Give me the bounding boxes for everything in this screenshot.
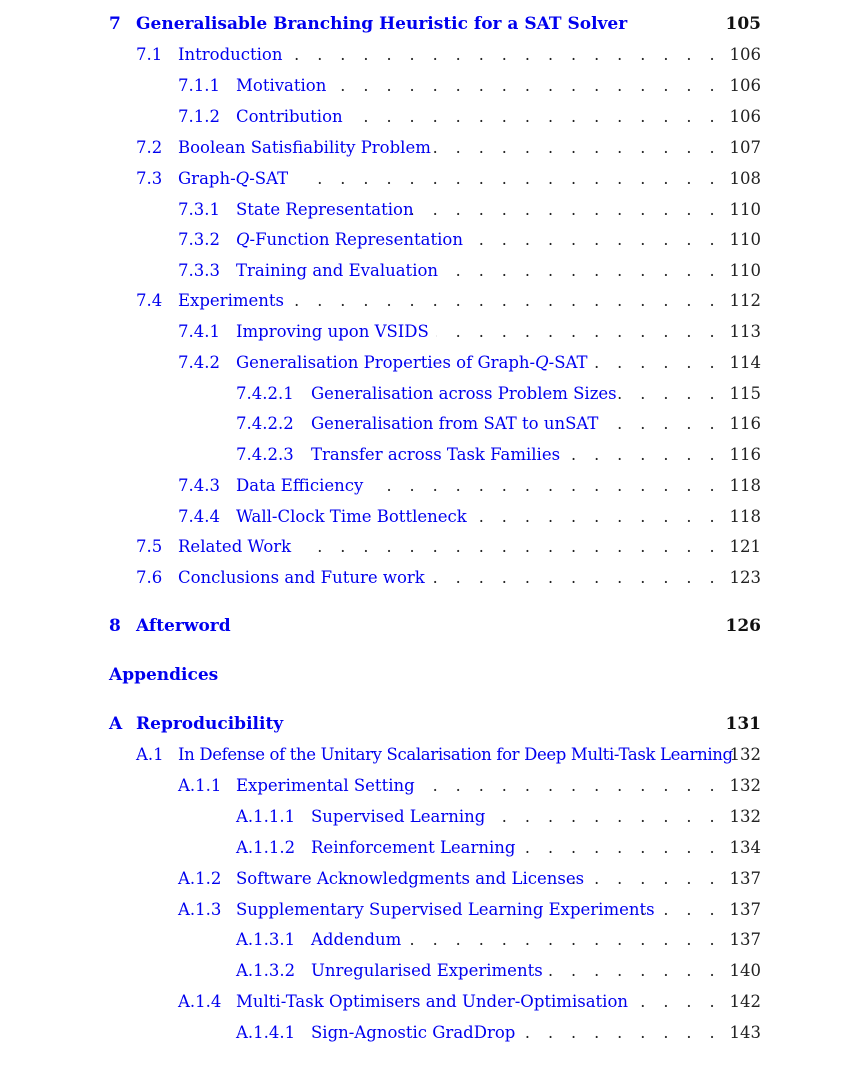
toc-page[interactable]: 105 xyxy=(725,14,761,34)
toc-subsection-7-3-3[interactable] xyxy=(0,261,841,285)
toc-leader xyxy=(430,138,721,160)
toc-leader xyxy=(512,1023,721,1045)
toc-title[interactable]: Wall-Clock Time Bottleneck xyxy=(236,507,467,526)
toc-leader xyxy=(590,353,721,375)
toc-number: 7.3.3 xyxy=(178,261,220,280)
toc-title-part: -SAT xyxy=(249,169,289,188)
toc-number: 7.4.4 xyxy=(178,507,220,526)
toc-subsubsection-a-1-1-2[interactable] xyxy=(0,838,841,862)
toc-leader xyxy=(298,537,721,559)
toc-title[interactable] xyxy=(236,353,588,372)
toc-leader xyxy=(440,261,721,283)
toc-page[interactable]: 137 xyxy=(729,900,761,919)
toc-number: 7.4.1 xyxy=(178,322,220,341)
toc-section-7-3[interactable] xyxy=(0,169,841,193)
toc-leader xyxy=(512,838,721,860)
toc-title[interactable]: State Representation xyxy=(236,200,414,219)
toc-number: 7.1 xyxy=(136,45,163,64)
toc-number: 8 xyxy=(109,616,121,636)
toc-leader xyxy=(642,900,721,922)
toc-subsubsection-a-1-4-1[interactable] xyxy=(0,1023,841,1047)
toc-subsubsection-a-1-3-2[interactable] xyxy=(0,961,841,985)
toc-page[interactable]: 137 xyxy=(729,869,761,888)
toc-section-a-1[interactable] xyxy=(0,745,841,769)
toc-number: 7.5 xyxy=(136,537,163,556)
toc-leader xyxy=(412,200,721,222)
toc-page[interactable]: 110 xyxy=(729,230,761,249)
toc-leader xyxy=(470,507,721,529)
toc-number: A.1.1.1 xyxy=(236,807,296,826)
toc-number: 7.1.2 xyxy=(178,107,220,126)
toc-page[interactable]: 106 xyxy=(729,45,761,64)
toc-number: 7.3.1 xyxy=(178,200,220,219)
toc-subsection-a-1-3[interactable] xyxy=(0,900,841,924)
toc-title-part: -Function Representation xyxy=(249,230,463,249)
toc-title[interactable]: Generalisation from SAT to unSAT xyxy=(311,414,599,433)
toc-page[interactable]: 143 xyxy=(729,1023,761,1042)
toc-subsubsection-7-4-2-3[interactable] xyxy=(0,445,841,469)
toc-page[interactable]: 106 xyxy=(729,76,761,95)
toc-page[interactable]: 118 xyxy=(729,507,761,526)
toc-title[interactable]: Contribution xyxy=(236,107,343,126)
toc-section-7-4[interactable] xyxy=(0,291,841,315)
toc-subsubsection-7-4-2-1[interactable] xyxy=(0,384,841,408)
toc-leader xyxy=(288,291,721,313)
toc-page[interactable]: 132 xyxy=(729,745,761,764)
toc-leader xyxy=(462,230,721,252)
toc-subsection-7-4-4[interactable] xyxy=(0,507,841,531)
toc-title[interactable]: Motivation xyxy=(236,76,327,95)
toc-page[interactable]: 106 xyxy=(729,107,761,126)
toc-page[interactable]: 115 xyxy=(729,384,761,403)
toc-subsection-7-1-1[interactable] xyxy=(0,76,841,100)
toc-page[interactable]: 112 xyxy=(729,291,761,310)
toc-number: A.1 xyxy=(136,745,164,764)
toc-leader xyxy=(300,169,721,191)
toc-number: 7.4.2.1 xyxy=(236,384,294,403)
toc-page[interactable]: 134 xyxy=(729,838,761,857)
toc-section-7-2[interactable] xyxy=(0,138,841,162)
toc-number: 7.2 xyxy=(136,138,163,157)
toc-number: A xyxy=(109,714,123,734)
toc-number: 7.4.3 xyxy=(178,476,220,495)
toc-title[interactable]: Generalisation across Problem Sizes xyxy=(311,384,617,403)
toc-page[interactable]: 110 xyxy=(729,200,761,219)
toc-number: 7.4.2.2 xyxy=(236,414,294,433)
toc-title[interactable]: Conclusions and Future work xyxy=(178,568,425,587)
toc-title[interactable]: Experimental Setting xyxy=(236,776,415,795)
toc-number: 7.4.2.3 xyxy=(236,445,294,464)
toc-page[interactable]: 123 xyxy=(729,568,761,587)
toc-title[interactable]: Transfer across Task Families xyxy=(311,445,561,464)
toc-section-7-5[interactable] xyxy=(0,537,841,561)
toc-title[interactable]: Supplementary Supervised Learning Experiments xyxy=(236,900,655,919)
toc-number: A.1.4.1 xyxy=(236,1023,296,1042)
toc-leader xyxy=(570,869,721,891)
toc-number: 7.1.1 xyxy=(178,76,220,95)
toc-page[interactable]: 116 xyxy=(729,445,761,464)
toc-subsection-7-4-2[interactable] xyxy=(0,353,841,377)
toc-number: 7.6 xyxy=(136,568,163,587)
toc-page[interactable]: 132 xyxy=(729,807,761,826)
toc-number: A.1.4 xyxy=(178,992,222,1011)
toc-chapter-8[interactable] xyxy=(0,616,841,640)
toc-leader xyxy=(416,776,721,798)
toc-subsubsection-a-1-1-1[interactable] xyxy=(0,807,841,831)
toc-leader xyxy=(538,961,721,983)
toc-title[interactable]: Improving upon VSIDS xyxy=(236,322,429,341)
toc-title[interactable]: In Defense of the Unitary Scalarisation for Deep Multi-Task Learning xyxy=(178,745,733,764)
toc-page[interactable]: 132 xyxy=(729,776,761,795)
toc-title-part: Graph- xyxy=(178,169,236,188)
toc-subsection-a-1-1[interactable] xyxy=(0,776,841,800)
toc-leader xyxy=(484,807,721,829)
toc-page[interactable]: 107 xyxy=(729,138,761,157)
toc-number: 7.4.2 xyxy=(178,353,220,372)
toc-leader xyxy=(332,76,721,98)
toc-title[interactable] xyxy=(236,230,463,249)
toc-page[interactable]: 116 xyxy=(729,414,761,433)
toc-title[interactable]: Introduction xyxy=(178,45,283,64)
toc-number: A.1.1 xyxy=(178,776,222,795)
toc-chapter-7[interactable] xyxy=(0,14,841,38)
toc-title[interactable]: Related Work xyxy=(178,537,292,556)
toc-title[interactable]: Sign-Agnostic GradDrop xyxy=(311,1023,516,1042)
toc-leader xyxy=(628,992,721,1014)
toc-title-part: Generalisation Properties of Graph- xyxy=(236,353,536,372)
toc-subsection-7-3-2[interactable] xyxy=(0,230,841,254)
toc-page[interactable]: 108 xyxy=(729,169,761,188)
toc-leader xyxy=(408,930,721,952)
toc-title[interactable]: Generalisable Branching Heuristic for a SAT Solver xyxy=(136,14,628,34)
toc-number: 7 xyxy=(109,14,121,34)
toc-page[interactable]: 126 xyxy=(725,616,761,636)
toc-leader xyxy=(556,445,721,467)
toc-number: 7.4 xyxy=(136,291,163,310)
toc-number: A.1.2 xyxy=(178,869,222,888)
toc-title-part: -SAT xyxy=(548,353,588,372)
toc-section-7-6[interactable] xyxy=(0,568,841,592)
toc-leader xyxy=(368,476,721,498)
toc-subsection-a-1-4[interactable] xyxy=(0,992,841,1016)
toc-title[interactable]: Supervised Learning xyxy=(311,807,486,826)
toc-page[interactable]: 140 xyxy=(729,961,761,980)
toc-title[interactable]: Boolean Satisfiability Problem xyxy=(178,138,431,157)
toc-page[interactable]: 110 xyxy=(729,261,761,280)
toc-title[interactable]: Reinforcement Learning xyxy=(311,838,516,857)
toc-leader xyxy=(600,414,721,436)
toc-leader xyxy=(420,568,721,590)
toc-subsection-7-4-1[interactable] xyxy=(0,322,841,346)
toc-title[interactable]: Software Acknowledgments and Licenses xyxy=(236,869,585,888)
toc-subsection-a-1-2[interactable] xyxy=(0,869,841,893)
toc-number: 7.3 xyxy=(136,169,163,188)
toc-title[interactable]: Training and Evaluation xyxy=(236,261,439,280)
toc-leader xyxy=(290,45,721,67)
toc-subsection-7-4-3[interactable] xyxy=(0,476,841,500)
toc-title[interactable]: Addendum xyxy=(311,930,402,949)
toc-page[interactable]: 121 xyxy=(729,537,761,556)
toc-title[interactable]: Multi-Task Optimisers and Under-Optimisation xyxy=(236,992,629,1011)
toc-page[interactable]: 137 xyxy=(729,930,761,949)
toc-number: A.1.1.2 xyxy=(236,838,296,857)
toc-subsubsection-a-1-3-1[interactable] xyxy=(0,930,841,954)
toc-page[interactable]: 113 xyxy=(729,322,761,341)
toc-title[interactable]: Unregularised Experiments xyxy=(311,961,543,980)
toc-leader xyxy=(608,384,721,406)
toc-section-7-1[interactable] xyxy=(0,45,841,69)
toc-title[interactable] xyxy=(178,169,288,188)
toc-page[interactable]: 114 xyxy=(729,353,761,372)
toc-chapter-a[interactable] xyxy=(0,714,841,738)
toc-title[interactable]: Experiments xyxy=(178,291,284,310)
toc-number: A.1.3.2 xyxy=(236,961,296,980)
toc-title-q: Q xyxy=(235,169,250,188)
toc-subsection-7-3-1[interactable] xyxy=(0,200,841,224)
toc-page[interactable]: 142 xyxy=(729,992,761,1011)
toc-title[interactable]: Reproducibility xyxy=(136,714,284,734)
toc-subsection-7-1-2[interactable] xyxy=(0,107,841,131)
toc-page[interactable]: 118 xyxy=(729,476,761,495)
toc-number: 7.3.2 xyxy=(178,230,220,249)
toc-appendices-heading[interactable]: Appendices xyxy=(109,665,219,685)
toc-subsubsection-7-4-2-2[interactable] xyxy=(0,414,841,438)
toc-leader xyxy=(350,107,721,129)
toc-number: A.1.3.1 xyxy=(236,930,296,949)
toc-number: A.1.3 xyxy=(178,900,222,919)
toc-title-q: Q xyxy=(535,353,549,372)
toc-title-q: Q xyxy=(236,230,250,249)
toc-title[interactable]: Afterword xyxy=(136,616,231,636)
toc-page[interactable]: 131 xyxy=(725,714,761,734)
toc-leader xyxy=(436,322,721,344)
toc-title[interactable]: Data Efficiency xyxy=(236,476,364,495)
